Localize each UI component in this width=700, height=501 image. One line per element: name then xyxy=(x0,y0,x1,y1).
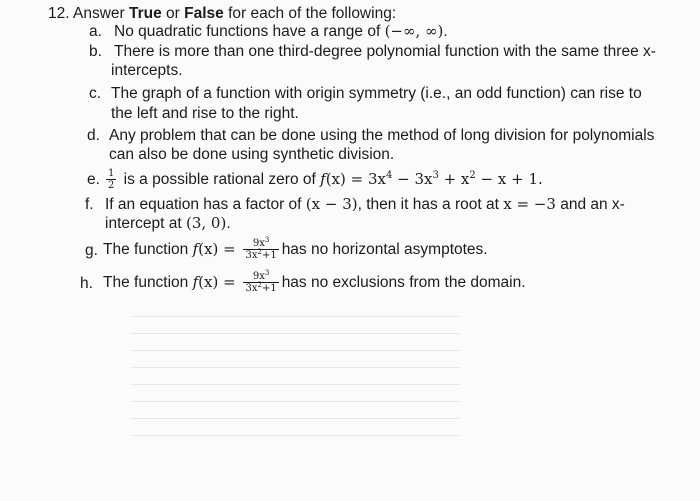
item-letter: a. xyxy=(89,23,102,40)
item-letter: d. xyxy=(87,127,100,144)
item-d-line1: Any problem that can be done using the method of long division for polynomials xyxy=(109,127,655,144)
item-c-line1: The graph of a function with origin symmetry (i.e., an odd function) can rise to xyxy=(111,85,642,102)
item-g-text: The function f(x) = $\frac{9x^3}{3x^2+1}$ has no horizontal asymptotes. xyxy=(103,236,488,262)
question-heading: 12. Answer True or False for each of the following: xyxy=(48,5,397,22)
item-a-text: No quadratic functions have a range of (−∞, ∞). xyxy=(114,22,448,40)
item-g xyxy=(85,241,98,260)
item-d xyxy=(87,126,100,145)
item-f xyxy=(85,195,94,214)
item-h-text: The function f(x) = $\frac{9x^3}{3x^2+1}$ has no exclusions from the domain. xyxy=(103,269,526,295)
faint-bleedthrough-text xyxy=(130,300,460,470)
item-f-line2: intercept at (3, 0). xyxy=(105,214,231,232)
fraction-9x3-over-3x2plus1: $\frac{9x^3}{3x^2+1}$ xyxy=(245,269,277,295)
item-b xyxy=(89,42,102,61)
item-letter: c. xyxy=(89,85,102,102)
item-letter: b. xyxy=(89,43,102,60)
item-b-line2: intercepts. xyxy=(111,62,183,79)
item-f-line1: If an equation has a factor of (x − 3), then it has a root at x = −3 and an x- xyxy=(105,195,625,213)
item-a xyxy=(89,22,102,41)
item-c-line2: the left and rise to the right. xyxy=(111,105,299,122)
item-c xyxy=(89,84,101,103)
fraction-9x3-over-3x2plus1: $\frac{9x^3}{3x^2+1}$ xyxy=(245,236,277,262)
true-word: True xyxy=(129,5,162,22)
item-d-line2: can also be done using synthetic division. xyxy=(109,146,395,163)
item-b-line1: There is more than one third-degree polynomial function with the same three x- xyxy=(114,43,656,60)
item-letter: g. xyxy=(85,242,98,259)
item-letter: e. xyxy=(87,171,100,188)
item-h xyxy=(80,274,93,293)
item-letter: f. xyxy=(85,196,94,213)
item-letter: h. xyxy=(80,275,93,292)
item-e xyxy=(87,170,100,189)
question-number: 12. xyxy=(48,5,70,22)
false-word: False xyxy=(184,5,224,22)
fraction-one-half: $\frac{1}{2}$ xyxy=(108,168,115,192)
item-e-text: $\frac{1}{2}$ is a possible rational zero of $f(x) = 3x^4 - 3x^3 + x^2 - x + 1$. xyxy=(108,168,543,192)
